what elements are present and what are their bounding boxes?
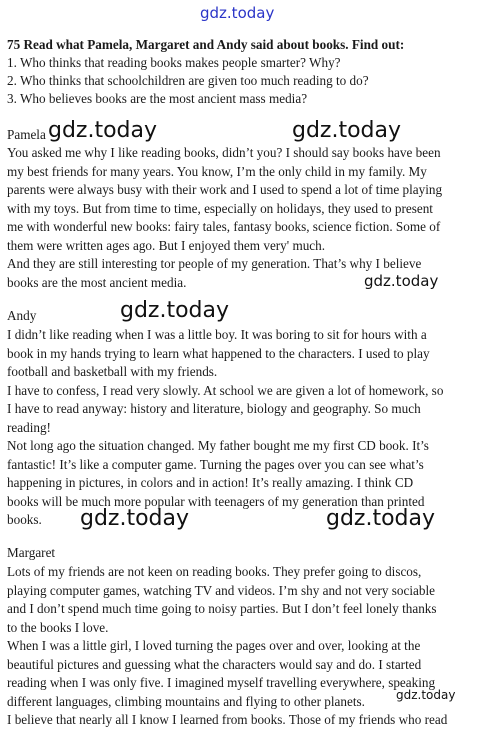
watermark: gdz.today [396, 688, 456, 702]
watermark: gdz.today [292, 118, 402, 143]
text-line: me with wonderful new books: fairy tales, fantasy books, science fiction. Some of [7, 219, 441, 234]
text-line: playing computer games, watching TV and videos. I’m shy and not very sociable [7, 582, 436, 598]
text-line: with my toys. But from time to time, especially on holidays, they used to present [7, 200, 433, 216]
text-line: parents were always busy with their work and I used to spend a lot of time playing [7, 182, 443, 197]
andy-text [7, 326, 477, 530]
text-line: football and basketball with my friends. [7, 364, 218, 379]
speaker-margaret: Margaret [7, 545, 56, 560]
text-line: books are the most ancient media. [7, 274, 187, 290]
text-line: Not long ago the situation changed. My father bought me my first CD book. It’s [7, 438, 429, 453]
text-line: I have to read anyway: history and literature, biology and geography. So much [7, 401, 421, 416]
text-line: And they are still interesting tor people of my generation. That’s why I believe [7, 256, 422, 271]
watermark: gdz.today [200, 4, 275, 22]
text-line: happening in pictures, in colors and in action! It’s really amazing. I think CD [7, 475, 414, 490]
text-line: fantastic! It’s like a computer game. Turning the pages over you can see what’s [7, 456, 424, 472]
margaret-text [7, 563, 477, 730]
pamela-text [7, 144, 477, 292]
text-line: reading when I was only five. I imagined myself travelling everywhere, speaking [7, 675, 436, 690]
text-line: different languages, climbing mountains and flying to other planets. [7, 693, 365, 709]
text-line: books will be much more popular with teenagers of my generation than printed [7, 493, 425, 509]
watermark: gdz.today [120, 298, 230, 323]
watermark: gdz.today [326, 506, 436, 531]
text-line: them were written ages ago. But I enjoyed them very' much. [7, 237, 326, 253]
watermark: gdz.today [48, 118, 158, 143]
text-line: beautiful pictures and guessing what the characters would say and do. I started [7, 656, 422, 672]
text-line: and I don’t spend much time going to noisy parties. But I don’t feel lonely thanks [7, 601, 437, 616]
task-title: 75 Read what Pamela, Margaret and Andy said about books. Find out: [7, 37, 405, 52]
watermark: gdz.today [80, 506, 190, 531]
question-3: 3. Who believes books are the most ancient mass media? [7, 91, 308, 106]
text-line: reading! [7, 419, 51, 435]
question-1: 1. Who thinks that reading books makes people smarter? Why? [7, 55, 341, 70]
text-line: Lots of my friends are not keen on reading books. They prefer going to discos, [7, 564, 422, 579]
text-line: When I was a little girl, I loved turning the pages over and over, looking at the [7, 638, 421, 653]
text-line: to the books I love. [7, 619, 109, 635]
question-2: 2. Who thinks that schoolchildren are given too much reading to do? [7, 73, 369, 88]
watermark: gdz.today [364, 272, 439, 290]
text-line: book in my hands trying to learn what happened to the characters. I used to play [7, 345, 430, 361]
text-line: I didn’t like reading when I was a little boy. It was boring to sit for hours with a [7, 327, 427, 342]
speaker-andy: Andy [7, 308, 37, 323]
text-line: You asked me why I like reading books, didn’t you? I should say books have been [7, 145, 441, 160]
text-line: I have to confess, I read very slowly. At school we are given a lot of homework, so [7, 382, 444, 398]
text-line: I believe that nearly all I know I learned from books. Those of my friends who read [7, 712, 448, 727]
text-line: my best friends for many years. You know, I’m the only child in my family. My [7, 163, 427, 179]
speaker-pamela: Pamela [7, 127, 46, 142]
text-line: books. [7, 512, 42, 527]
